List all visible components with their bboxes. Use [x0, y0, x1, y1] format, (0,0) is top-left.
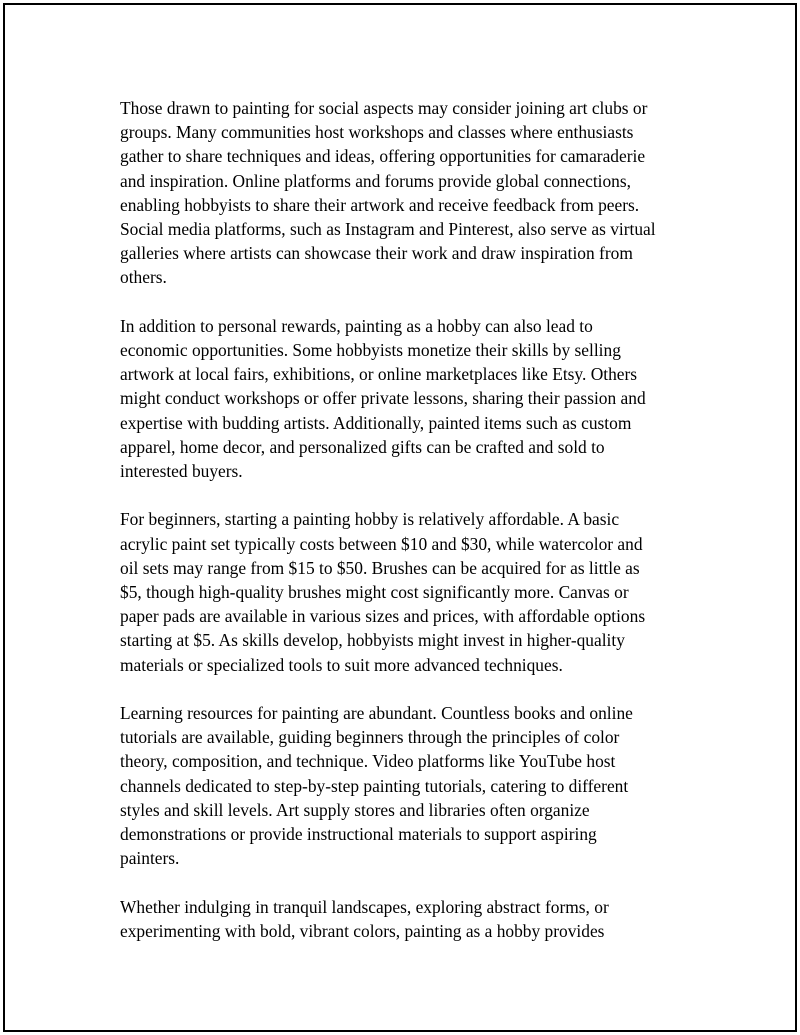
paragraph-beginner-costs	[120, 507, 690, 676]
text-line: groups. Many communities host workshops and classes where enthusiasts	[120, 122, 634, 143]
text-line: For beginners, starting a painting hobby is relatively affordable. A basic	[120, 509, 620, 530]
text-line: and inspiration. Online platforms and forums provide global connections,	[120, 170, 631, 191]
document-body	[120, 96, 690, 967]
text-line: Learning resources for painting are abundant. Countless books and online	[120, 703, 633, 724]
text-line: Social media platforms, such as Instagram and Pinterest, also serve as virtual	[120, 219, 656, 240]
text-line: enabling hobbyists to share their artwork and receive feedback from peers.	[120, 194, 640, 215]
text-line: tutorials are available, guiding beginners through the principles of color	[120, 727, 620, 748]
text-line: gather to share techniques and ideas, offering opportunities for camaraderie	[120, 146, 646, 167]
text-line: galleries where artists can showcase their work and draw inspiration from	[120, 243, 633, 264]
paragraph-conclusion	[120, 895, 690, 943]
text-line: materials or specialized tools to suit more advanced techniques.	[120, 654, 563, 675]
text-line: Those drawn to painting for social aspects may consider joining art clubs or	[120, 98, 648, 118]
text-line: styles and skill levels. Art supply stores and libraries often organize	[120, 799, 590, 820]
paragraph-economic-opportunities	[120, 314, 690, 483]
text-line: In addition to personal rewards, painting as a hobby can also lead to	[120, 315, 593, 336]
text-line: artwork at local fairs, exhibitions, or online marketplaces like Etsy. Others	[120, 364, 638, 385]
text-line: economic opportunities. Some hobbyists monetize their skills by selling	[120, 340, 621, 361]
text-line: interested buyers.	[120, 461, 243, 482]
text-line: $5, though high-quality brushes might cost significantly more. Canvas or	[120, 582, 629, 603]
text-line: oil sets may range from $15 to $50. Brushes can be acquired for as little as	[120, 557, 640, 578]
paragraph-learning-resources	[120, 701, 690, 870]
paragraph-social-aspects	[120, 96, 690, 290]
text-line: demonstrations or provide instructional materials to support aspiring	[120, 824, 597, 845]
text-line: channels dedicated to step-by-step painting tutorials, catering to different	[120, 775, 629, 796]
text-line: starting at $5. As skills develop, hobbyists might invest in higher-quality	[120, 630, 625, 651]
text-line: theory, composition, and technique. Video platforms like YouTube host	[120, 751, 616, 772]
text-line: painters.	[120, 848, 180, 869]
page-frame	[3, 3, 797, 1032]
text-line: acrylic paint set typically costs between $10 and $30, while watercolor and	[120, 533, 643, 554]
text-line: experimenting with bold, vibrant colors, painting as a hobby provides	[120, 920, 605, 941]
text-line: others.	[120, 267, 167, 288]
text-line: expertise with budding artists. Additionally, painted items such as custom	[120, 412, 632, 433]
text-line: paper pads are available in various sizes and prices, with affordable options	[120, 606, 646, 627]
text-line: apparel, home decor, and personalized gifts can be crafted and sold to	[120, 436, 605, 457]
text-line: might conduct workshops or offer private lessons, sharing their passion and	[120, 388, 646, 409]
text-line: Whether indulging in tranquil landscapes, exploring abstract forms, or	[120, 896, 609, 917]
